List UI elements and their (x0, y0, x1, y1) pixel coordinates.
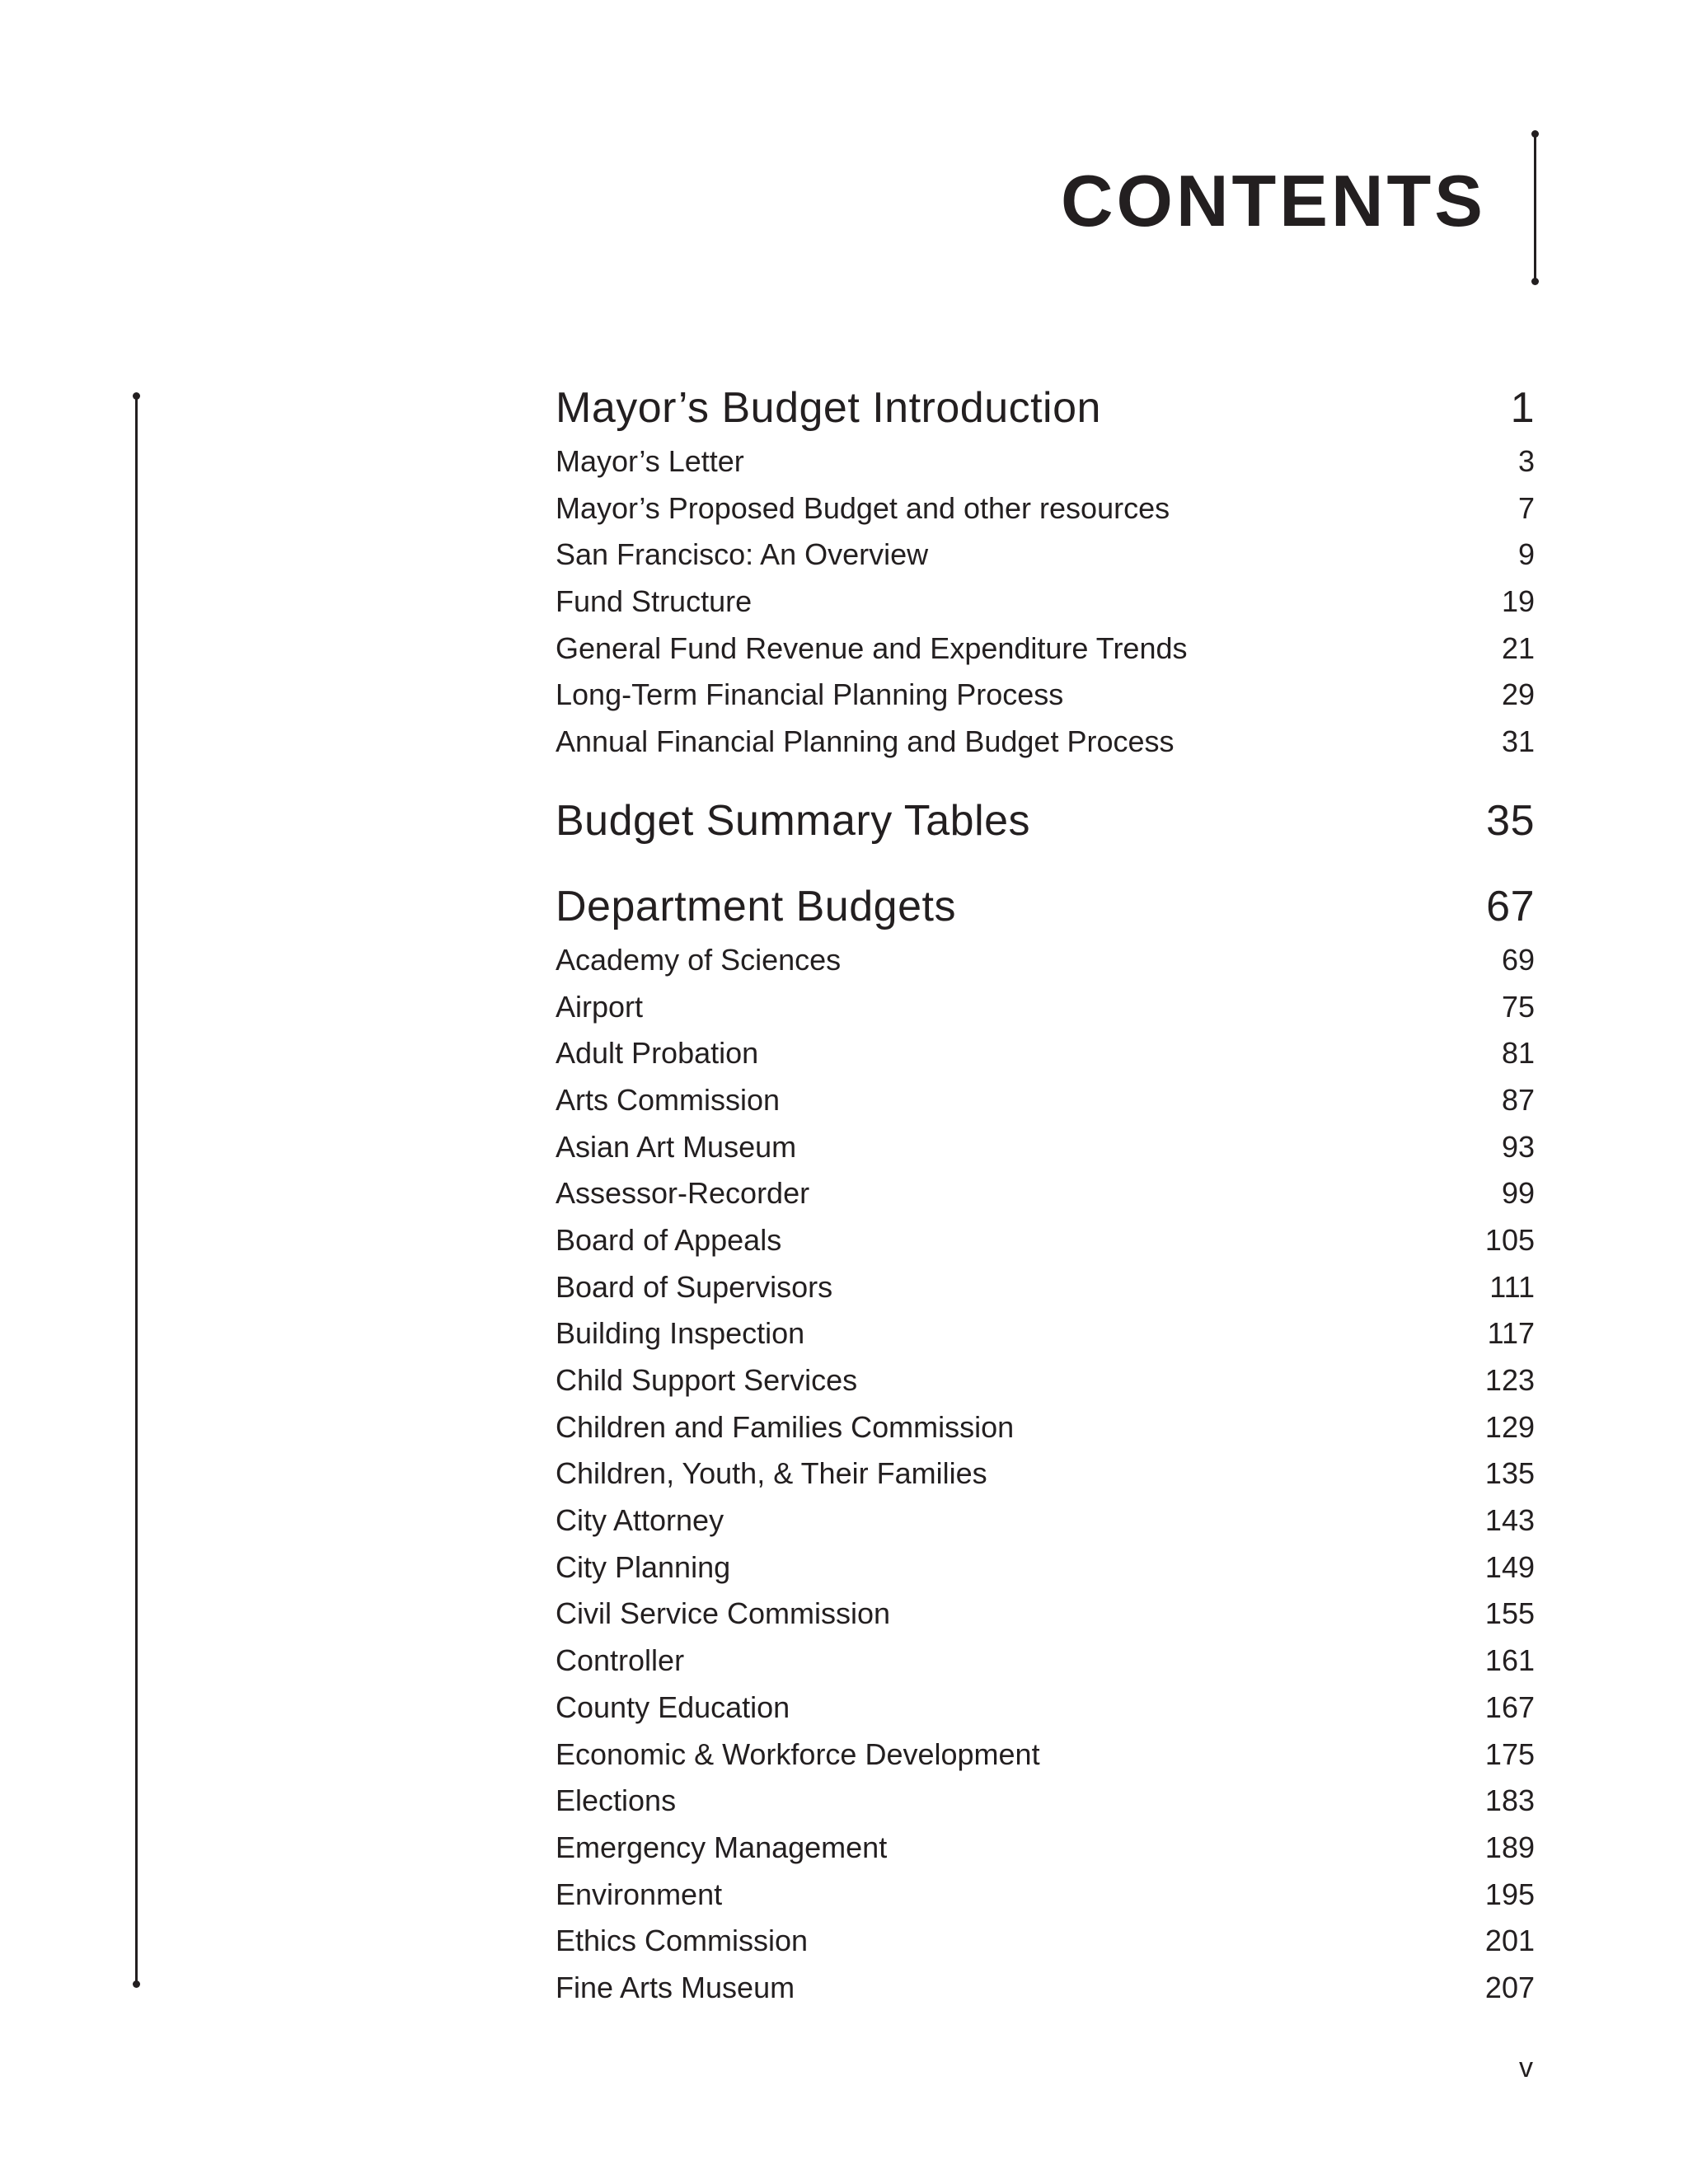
toc-entry[interactable] (556, 937, 1535, 984)
toc-entry-label: General Fund Revenue and Expenditure Trends (556, 630, 1188, 665)
toc-entry-page: 123 (1484, 1363, 1535, 1397)
toc-heading-page: 67 (1486, 882, 1535, 930)
toc-entry[interactable] (556, 1451, 1535, 1497)
toc-entry[interactable] (556, 1217, 1535, 1264)
toc-entry[interactable] (556, 984, 1535, 1031)
table-of-contents (556, 377, 1535, 2012)
toc-entry-label: Mayor’s Proposed Budget and other resources (556, 490, 1170, 525)
toc-entry-page: 135 (1484, 1456, 1535, 1491)
toc-entry-page: 75 (1501, 989, 1535, 1024)
toc-entry[interactable] (556, 1404, 1535, 1451)
toc-entry-label: City Attorney (556, 1503, 724, 1538)
toc-entry-label: Building Inspection (556, 1316, 805, 1351)
toc-entry-label: Child Support Services (556, 1363, 858, 1397)
toc-entry[interactable] (556, 626, 1535, 673)
toc-entry-page: 9 (1517, 537, 1535, 572)
toc-entry-page: 105 (1484, 1222, 1535, 1257)
toc-section-summary-tables (556, 790, 1535, 851)
toc-entry-page: 155 (1484, 1596, 1535, 1631)
toc-entry-label: Emergency Management (556, 1830, 888, 1864)
toc-entry[interactable] (556, 532, 1535, 579)
toc-entry-label: Fine Arts Museum (556, 1970, 795, 2004)
toc-entry-label: Civil Service Commission (556, 1596, 891, 1631)
toc-entry-page: 195 (1484, 1877, 1535, 1911)
toc-entry-page: 175 (1484, 1736, 1535, 1771)
toc-entry[interactable] (556, 1124, 1535, 1171)
toc-entry[interactable] (556, 1778, 1535, 1825)
toc-entry[interactable] (556, 579, 1535, 626)
toc-entry[interactable] (556, 485, 1535, 532)
toc-entry-page: 167 (1484, 1690, 1535, 1724)
toc-heading-page: 1 (1510, 384, 1535, 432)
toc-entry-label: Academy of Sciences (556, 942, 842, 977)
toc-entry-page: 161 (1484, 1643, 1535, 1678)
toc-entry-page: 129 (1484, 1409, 1535, 1444)
toc-heading-label: Budget Summary Tables (556, 796, 1031, 845)
toc-entry-label: Environment (556, 1877, 723, 1911)
margin-rule (135, 396, 138, 1985)
title-rule (1534, 134, 1536, 282)
toc-entry[interactable] (556, 1357, 1535, 1404)
toc-entry-page: 7 (1517, 490, 1535, 525)
toc-heading[interactable] (556, 790, 1535, 851)
toc-entry[interactable] (556, 1170, 1535, 1217)
toc-entry[interactable] (556, 1872, 1535, 1919)
toc-heading-page: 35 (1486, 796, 1535, 845)
toc-entry-page: 111 (1489, 1269, 1535, 1304)
toc-heading-label: Mayor’s Budget Introduction (556, 384, 1101, 432)
toc-entry-label: Economic & Workforce Development (556, 1736, 1040, 1771)
toc-section-department-budgets (556, 876, 1535, 2012)
toc-entry[interactable] (556, 1077, 1535, 1124)
toc-heading[interactable] (556, 876, 1535, 937)
toc-entry-page: 207 (1484, 1970, 1535, 2004)
toc-entry-label: Assessor-Recorder (556, 1176, 810, 1211)
toc-entry-label: Mayor’s Letter (556, 444, 744, 478)
toc-entry-label: Children and Families Commission (556, 1409, 1015, 1444)
toc-entry-page: 31 (1501, 724, 1535, 759)
toc-entry-page: 29 (1501, 677, 1535, 712)
toc-entry-label: Board of Supervisors (556, 1269, 833, 1304)
toc-entry-label: Ethics Commission (556, 1924, 809, 1958)
toc-entry[interactable] (556, 1591, 1535, 1638)
toc-entry-page: 87 (1501, 1082, 1535, 1117)
toc-entry[interactable] (556, 1310, 1535, 1357)
toc-entry[interactable] (556, 719, 1535, 766)
toc-entry-page: 183 (1484, 1783, 1535, 1818)
toc-entry-label: Airport (556, 989, 644, 1024)
toc-heading[interactable] (556, 377, 1535, 438)
toc-entry-label: Controller (556, 1643, 685, 1678)
toc-entry-page: 149 (1484, 1549, 1535, 1584)
toc-entry-page: 117 (1487, 1316, 1535, 1351)
toc-entry-page: 143 (1484, 1503, 1535, 1538)
toc-entry-label: County Education (556, 1690, 790, 1724)
toc-entry[interactable] (556, 1264, 1535, 1311)
toc-entry-page: 69 (1501, 942, 1535, 977)
toc-entry[interactable] (556, 1825, 1535, 1872)
toc-entry-label: Arts Commission (556, 1082, 781, 1117)
toc-entry[interactable] (556, 1544, 1535, 1591)
page-title: CONTENTS (1061, 160, 1486, 241)
toc-entry-label: San Francisco: An Overview (556, 537, 929, 572)
toc-entry[interactable] (556, 672, 1535, 719)
toc-entry-page: 21 (1501, 630, 1535, 665)
toc-entry-page: 99 (1501, 1176, 1535, 1211)
toc-entry[interactable] (556, 1965, 1535, 2012)
toc-entry[interactable] (556, 1918, 1535, 1965)
toc-entry-label: Fund Structure (556, 584, 753, 619)
toc-entry-label: Long-Term Financial Planning Process (556, 677, 1064, 712)
toc-entry-page: 201 (1484, 1924, 1535, 1958)
toc-entry-label: Adult Probation (556, 1036, 759, 1071)
toc-entry-page: 3 (1517, 444, 1535, 478)
toc-entry[interactable] (556, 1685, 1535, 1732)
toc-entry-label: Asian Art Museum (556, 1129, 797, 1164)
toc-entry-label: Elections (556, 1783, 677, 1818)
toc-entry[interactable] (556, 1732, 1535, 1779)
toc-entry-label: Children, Youth, & Their Families (556, 1456, 987, 1491)
toc-entry-page: 81 (1501, 1036, 1535, 1071)
toc-entry[interactable] (556, 1638, 1535, 1685)
toc-section-introduction (556, 377, 1535, 766)
toc-entry[interactable] (556, 438, 1535, 485)
toc-entry-label: Board of Appeals (556, 1222, 782, 1257)
page-number: v (1519, 2052, 1533, 2083)
toc-entry[interactable] (556, 1030, 1535, 1077)
toc-entry-page: 19 (1501, 584, 1535, 619)
toc-entry-label: City Planning (556, 1549, 731, 1584)
toc-entry-page: 189 (1484, 1830, 1535, 1864)
toc-entry[interactable] (556, 1497, 1535, 1544)
toc-entry-page: 93 (1501, 1129, 1535, 1164)
toc-entry-label: Annual Financial Planning and Budget Process (556, 724, 1175, 759)
toc-heading-label: Department Budgets (556, 882, 956, 930)
